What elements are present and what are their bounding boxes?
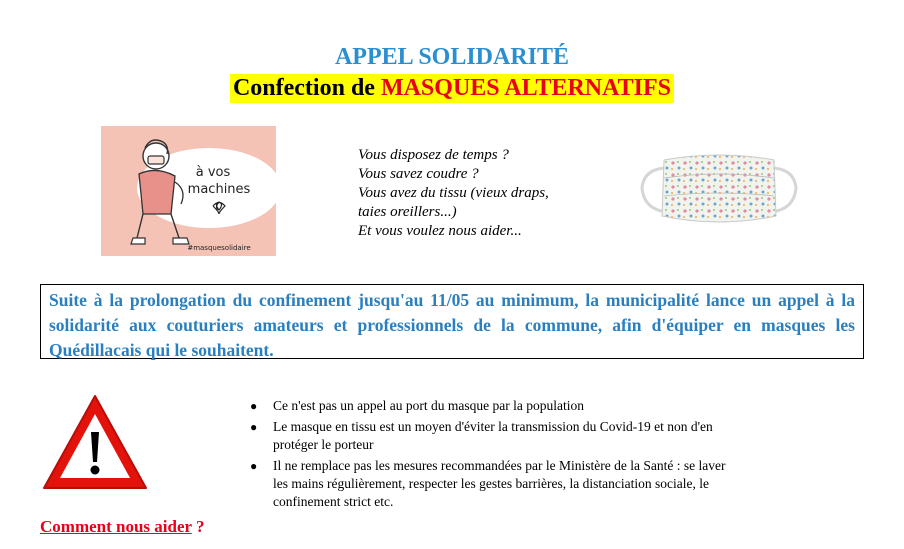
how-to-help-heading bbox=[40, 515, 205, 539]
a-vos-machines-illustration bbox=[101, 126, 276, 256]
illustration-lettering-2: machines bbox=[187, 182, 251, 197]
subtitle-prefix: Confection de bbox=[232, 75, 381, 101]
bullet-icon: ● bbox=[250, 399, 258, 413]
bullet-icon: ● bbox=[250, 420, 258, 434]
list-item bbox=[248, 418, 738, 454]
how-to-help-label: Comment nous aider bbox=[40, 517, 192, 536]
bullet-icon: ● bbox=[250, 459, 258, 473]
bullet-text: Le masque en tissu est un moyen d'éviter la transmission du Covid-19 et non d'en protéger le porteur bbox=[273, 419, 713, 452]
question-line: Et vous voulez nous aider... bbox=[358, 223, 522, 239]
list-item bbox=[248, 397, 738, 415]
subtitle-row bbox=[0, 74, 904, 103]
subtitle-emphasis: MASQUES ALTERNATIFS bbox=[380, 75, 672, 101]
page-title: APPEL SOLIDARITÉ bbox=[334, 44, 570, 70]
fabric-mask-image bbox=[634, 148, 804, 230]
subtitle-highlight bbox=[230, 74, 674, 103]
bullet-text: Ce n'est pas un appel au port du masque par la population bbox=[273, 398, 584, 413]
bullet-text: Il ne remplace pas les mesures recommandées par le Ministère de la Santé : se laver les mains régulièrement, respecter les gestes barrières, la distanciation sociale, le confinement strict etc. bbox=[273, 458, 726, 509]
how-to-help-suffix: ? bbox=[191, 517, 205, 536]
warning-icon bbox=[40, 392, 150, 492]
question-line: Vous savez coudre ? bbox=[358, 166, 479, 182]
question-line: Vous avez du tissu (vieux draps, bbox=[358, 185, 549, 201]
question-line: Vous disposez de temps ? bbox=[358, 147, 509, 163]
question-line: taies oreillers...) bbox=[358, 204, 457, 220]
list-item bbox=[248, 457, 738, 511]
warning-bullet-list bbox=[248, 397, 738, 514]
questions-block bbox=[358, 146, 618, 241]
illustration-hashtag: #masquesolidaire bbox=[187, 244, 251, 252]
announcement-box: Suite à la prolongation du confinement jusqu'au 11/05 au minimum, la municipalité lance un appel à la solidarité aux couturiers amateurs et professionnels de la commune, afin d'équiper en masques les Quédillacais qui le souhaitent. bbox=[40, 284, 864, 359]
illustration-lettering-1: à vos bbox=[195, 165, 231, 180]
